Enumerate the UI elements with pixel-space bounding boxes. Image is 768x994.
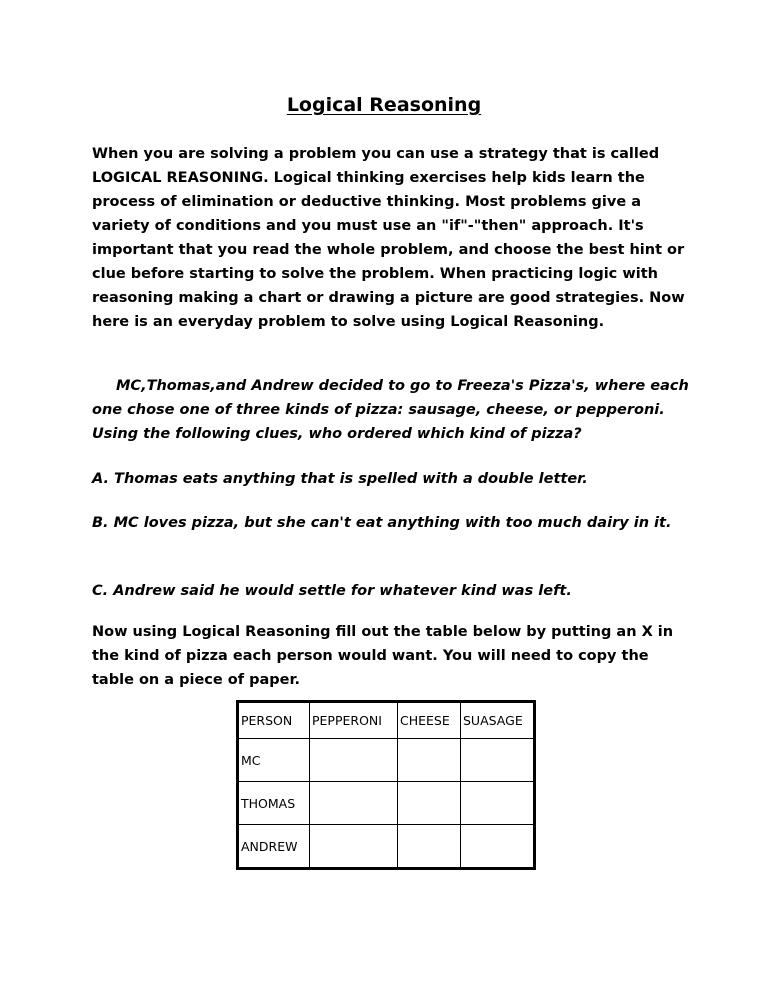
cell-pepperoni [310, 739, 398, 782]
cell-cheese [398, 825, 461, 869]
clue-b: B. MC loves pizza, but she can't eat anything with too much dairy in it. [92, 515, 672, 531]
cell-pepperoni [310, 782, 398, 825]
cell-pepperoni [310, 825, 398, 869]
header-cheese: CHEESE [398, 702, 461, 739]
problem-paragraph: MC,Thomas,and Andrew decided to go to Freeza's Pizza's, where each one chose one of three kinds of pizza: sausage, cheese, or pepperoni. Using the following clues, who ordered which kind of pizza? [92, 378, 689, 442]
table-header-row [238, 702, 535, 739]
logic-table [236, 700, 536, 870]
intro-paragraph: When you are solving a problem you can use a strategy that is called LOGICAL REASONING. Logical thinking exercises help kids learn the process of elimination or deductive thinking. Most problems give a variety of conditions and you must use an "if"-"then" approach. It's important that you read the whole problem, and choose the best hint or clue before starting to solve the problem. When practicing logic with reasoning making a chart or drawing a picture are good strategies. Now here is an everyday problem to solve using Logical Reasoning. [92, 146, 685, 330]
cell-sausage [461, 782, 535, 825]
cell-cheese [398, 739, 461, 782]
header-pepperoni: PEPPERONI [310, 702, 398, 739]
table-row [238, 825, 535, 869]
row-person: MC [238, 739, 310, 782]
row-person: THOMAS [238, 782, 310, 825]
cell-cheese [398, 782, 461, 825]
instructions-paragraph: Now using Logical Reasoning fill out the table below by putting an X in the kind of pizza each person would want. You will need to copy the table on a piece of paper. [92, 624, 674, 688]
row-person: ANDREW [238, 825, 310, 869]
table-row [238, 739, 535, 782]
header-person: PERSON [238, 702, 310, 739]
page-title: Logical Reasoning [286, 94, 482, 116]
cell-sausage [461, 825, 535, 869]
clue-c: C. Andrew said he would settle for whatever kind was left. [92, 583, 572, 599]
clue-a: A. Thomas eats anything that is spelled with a double letter. [92, 471, 588, 487]
table-row [238, 782, 535, 825]
header-sausage: SUASAGE [461, 702, 535, 739]
cell-sausage [461, 739, 535, 782]
